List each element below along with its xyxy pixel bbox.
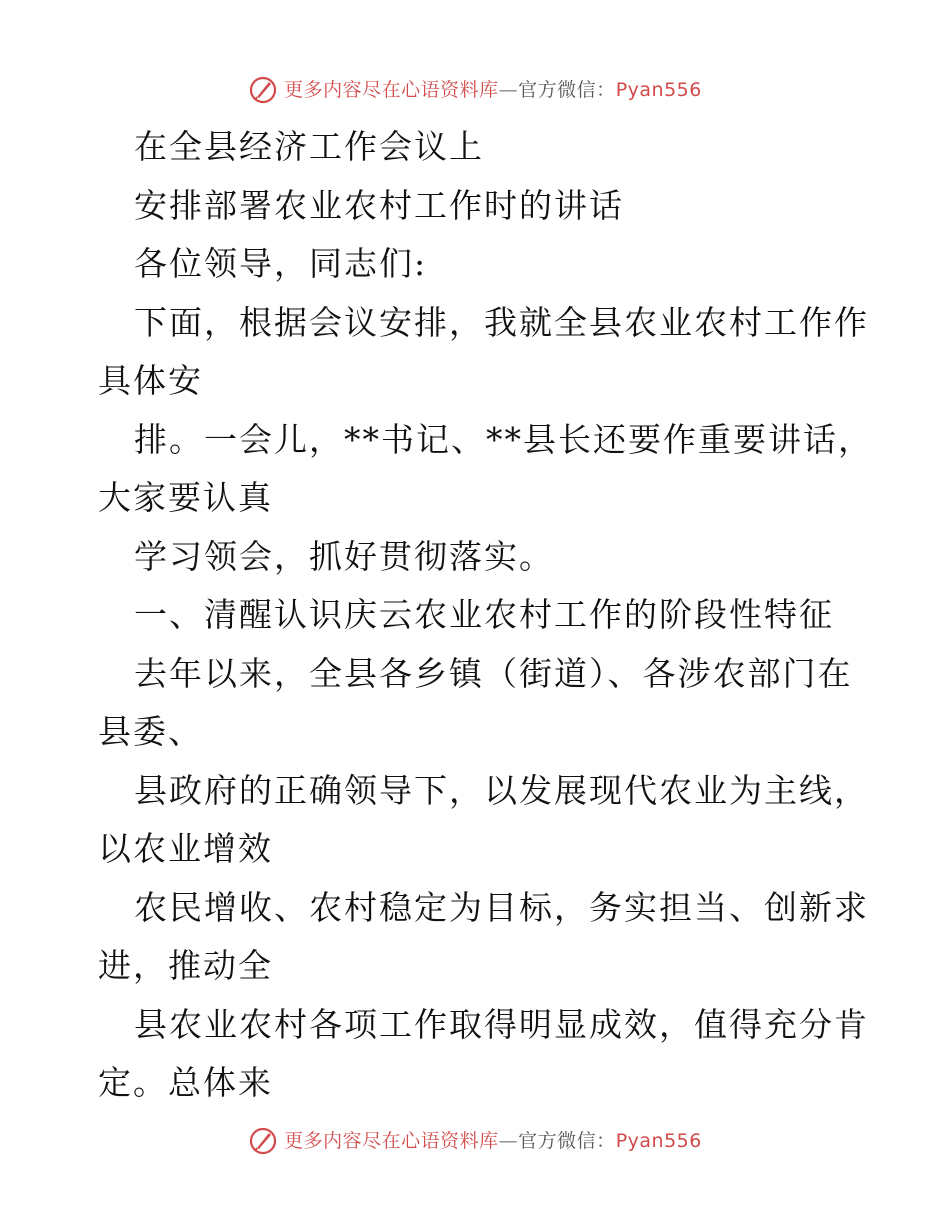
watermark-brand-text: 更多内容尽在心语资料库 (284, 1130, 499, 1152)
watermark-wechat-id: Pyan556 (615, 1130, 702, 1152)
quill-logo-icon (248, 1126, 278, 1156)
document-line: 学习领会，抓好贯彻落实。 (134, 536, 554, 576)
document-line: 进，推动全 (98, 946, 273, 985)
watermark-banner-top (0, 70, 950, 110)
watermark-label: 官方微信： (518, 1130, 616, 1152)
document-line: 去年以来，全县各乡镇（街道）、各涉农部门在 (134, 653, 853, 693)
document-line: 定。总体来 (98, 1063, 273, 1102)
watermark-separator: — (498, 79, 519, 101)
document-line: 在全县经济工作会议上 (134, 127, 484, 166)
document-line: 农民增收、农村稳定为目标，务实担当、创新求 (134, 887, 869, 927)
document-line: 县委、 (98, 712, 203, 751)
document-line: 县农业农村各项工作取得明显成效，值得充分肯 (134, 1004, 869, 1044)
watermark-label: 官方微信： (518, 79, 616, 101)
watermark-separator: — (498, 1130, 519, 1152)
document-line: 以农业增效 (98, 829, 273, 868)
watermark-brand-text: 更多内容尽在心语资料库 (284, 79, 499, 101)
document-line: 下面，根据会议安排，我就全县农业农村工作作 (134, 302, 869, 342)
document-line: 安排部署农业农村工作时的讲话 (134, 185, 624, 225)
quill-logo-icon (248, 75, 278, 105)
watermark-banner-bottom (0, 1121, 950, 1161)
document-line: 一、清醒认识庆云农业农村工作的阶段性特征 (134, 595, 834, 634)
document-line: 各位领导，同志们: (134, 244, 428, 283)
document-line: 排。一会儿，**书记、**县长还要作重要讲话， (134, 419, 873, 459)
document-body (98, 118, 873, 1113)
document-line: 县政府的正确领导下，以发展现代农业为主线， (134, 770, 869, 810)
document-line: 大家要认真 (98, 478, 273, 517)
document-line: 具体安 (98, 361, 203, 400)
watermark-wechat-id: Pyan556 (615, 79, 702, 101)
